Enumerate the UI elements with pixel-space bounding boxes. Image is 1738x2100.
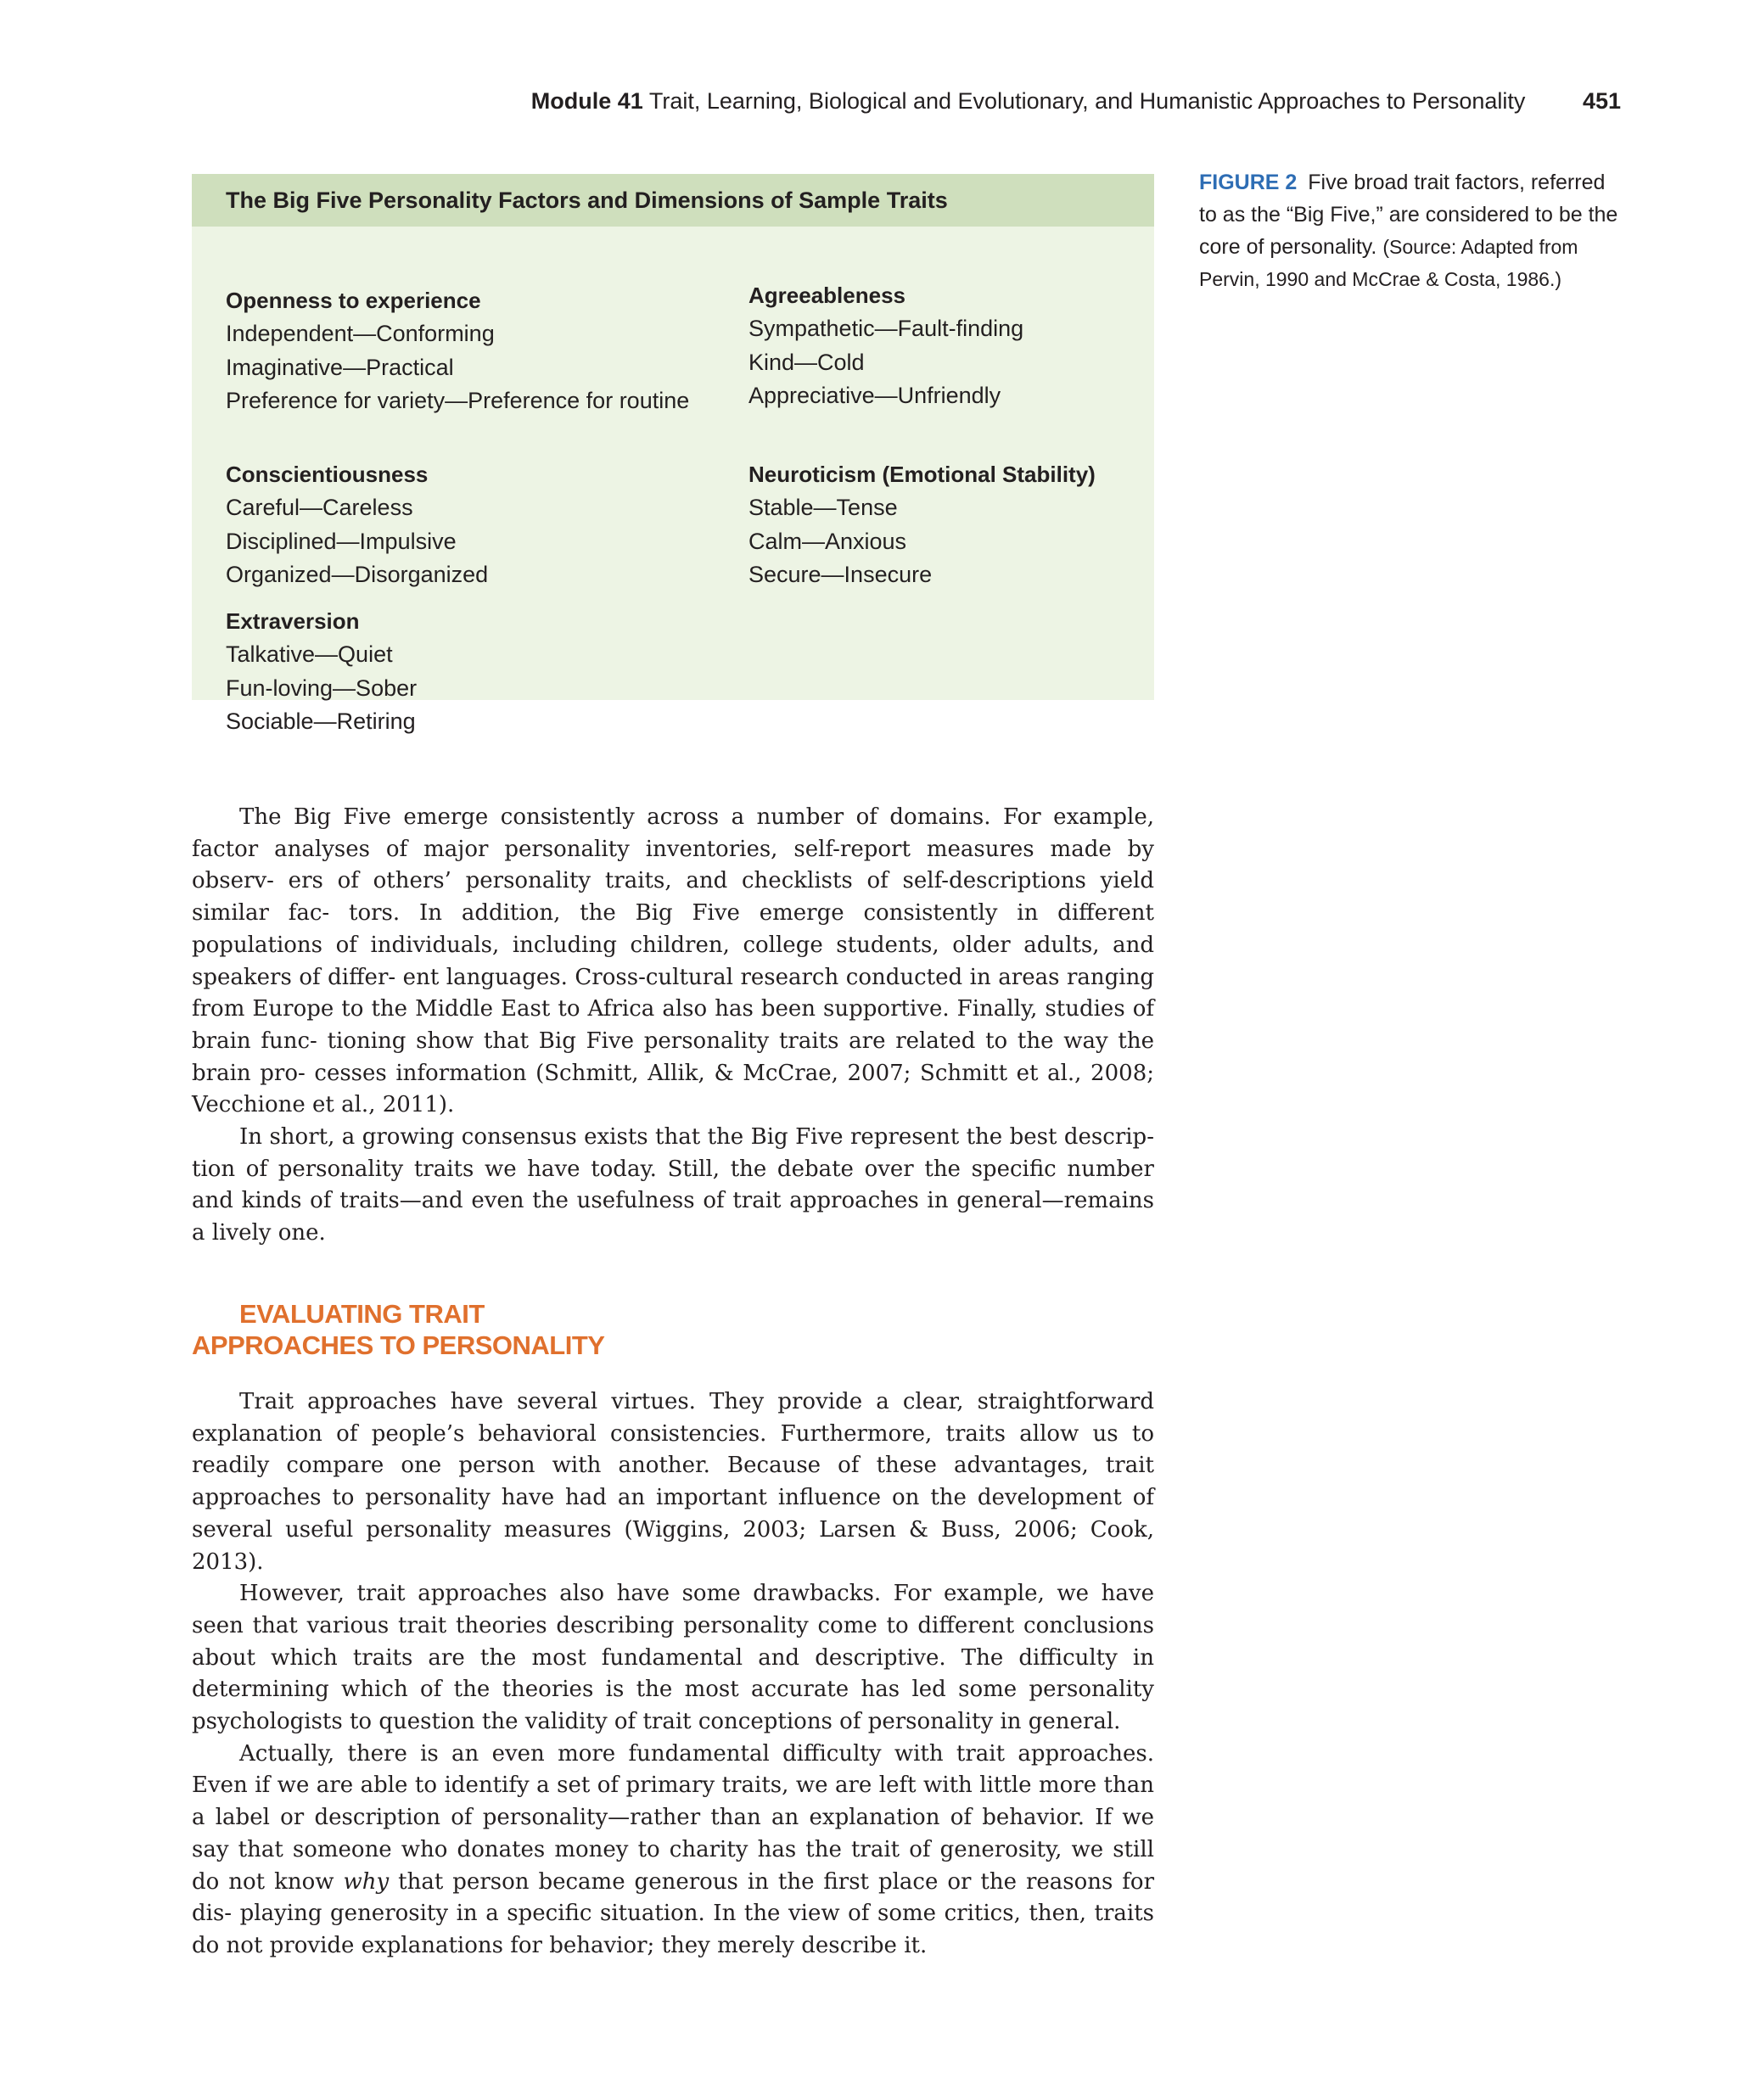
factor-name: Agreeableness [748, 283, 905, 308]
trait-item: Independent—Conforming [226, 321, 495, 346]
body-section-1 [192, 802, 1154, 1250]
paragraph: Trait approaches have several virtues. They provide a clear, straightforward explanation of people’s behavioral consistencies. Furthermore, traits allow us to readily compare one person with another. Because of these advantages, trait approaches to personality have had an important influence on the development of several useful personality measures (Wiggins, 2003; Larsen & Buss, 2006; Cook, 2013). [192, 1389, 1154, 1575]
figure-caption [1199, 166, 1623, 295]
big-five-figure [192, 174, 1154, 734]
factor-extraversion [226, 605, 701, 739]
module-label: Module 41 [530, 88, 643, 114]
body-section-2 [192, 1386, 1154, 1963]
paragraph-text: Actually, there is an even more fundamental difficulty with trait approaches. Even if we are able to identify a set of primary traits, we are left with little more than a label or description of personality—rather than an explanation of behavior. If we say that someone who donates money to charity has the trait of generosity, we still do not know [192, 1740, 1154, 1895]
factor-conscientiousness [226, 458, 701, 592]
trait-item: Sympathetic—Fault-finding [748, 316, 1024, 341]
factor-name: Conscientiousness [226, 462, 429, 487]
factor-name: Extraversion [226, 608, 360, 634]
trait-item: Imaginative—Practical [226, 354, 454, 380]
trait-item: Stable—Tense [748, 495, 898, 520]
paragraph [192, 1739, 1154, 1963]
paragraph: However, trait approaches also have some drawbacks. For example, we have seen that various trait theories describing personality come to different conclusions about which traits are the most fundamental and descriptive. The difficulty in determining which of the theories is the most accurate has led some personality psychologists to question the validity of trait conceptions of personality in general. [192, 1581, 1154, 1735]
factor-name: Openness to experience [226, 288, 481, 313]
trait-item: Organized—Disorganized [226, 562, 489, 587]
trait-item: Preference for variety—Preference for routine [226, 388, 690, 413]
factor-openness [226, 284, 701, 418]
factor-agreeableness [748, 279, 1139, 413]
caption-text: Five broad trait factors, referred to as the “Big Five,” are considered to be the core of personality. [1199, 171, 1618, 259]
factor-name: Neuroticism (Emotional Stability) [748, 462, 1096, 487]
trait-item: Sociable—Retiring [226, 708, 416, 734]
paragraph: The Big Five emerge consistently across a number of domains. For example, factor analyses of major personality inventories, self-report measures made by observ- ers of others’ personality traits, and checklists of self-descriptions yield similar fac- tors. In addition, the Big Five emerge consistently in different populations of individuals, including children, college students, older adults, and speakers of differ- ent languages. Cross-cultural research conducted in areas ranging from Europe to the Middle East to Africa also has been supportive. Finally, studies of brain func- tioning show that Big Five personality traits are related to the way the brain pro- cesses information (Schmitt, Allik, & McCrae, 2007; Schmitt et al., 2008; Vecchione et al., 2011). [192, 804, 1154, 1118]
figure-label: FIGURE 2 [1199, 171, 1298, 194]
trait-item: Fun-loving—Sober [226, 675, 418, 701]
running-head [0, 88, 1621, 115]
emphasis-text: why [343, 1868, 390, 1895]
section-heading [192, 1298, 871, 1361]
section-heading-line-1: EVALUATING TRAIT [239, 1299, 485, 1329]
figure-header: The Big Five Personality Factors and Dimensions of Sample Traits [192, 174, 1154, 227]
factor-neuroticism [748, 458, 1139, 592]
trait-item: Appreciative—Unfriendly [748, 383, 1001, 408]
trait-item: Kind—Cold [748, 349, 865, 375]
page-number: 451 [1582, 88, 1621, 114]
paragraph-text: that person became generous in the first place or the reasons for dis- playing generosity in a specific situation. In the view of some critics, then, traits do not provide explanations for behavior; they merely describe it. [192, 1868, 1155, 1958]
trait-item: Talkative—Quiet [226, 641, 393, 667]
paragraph: In short, a growing consensus exists that the Big Five represent the best descrip- tion of personality traits we have today. Still, the debate over the specific number and kinds of traits—and even the usefulness of trait approaches in general—remains a lively one. [192, 1124, 1154, 1246]
trait-item: Calm—Anxious [748, 528, 907, 554]
caption-source: (Source: Adapted from Pervin, 1990 and McCrae & Costa, 1986.) [1199, 236, 1578, 290]
section-heading-line-2: APPROACHES TO PERSONALITY [192, 1330, 605, 1360]
module-title: Trait, Learning, Biological and Evolutionary, and Humanistic Approaches to Personality [648, 88, 1526, 114]
trait-item: Careful—Careless [226, 495, 413, 520]
trait-item: Secure—Insecure [748, 562, 933, 587]
trait-item: Disciplined—Impulsive [226, 528, 457, 554]
